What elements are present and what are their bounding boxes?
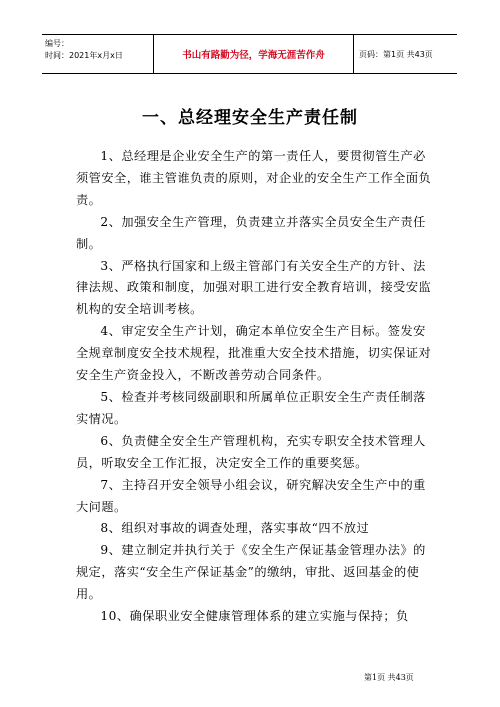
paragraph: 8、组织对事故的调查处理，落实事故“四不放过 xyxy=(100,521,370,536)
paragraph: 5、检查并考核同级副职和所属单位正职安全生产责任制落实情况。 xyxy=(76,389,426,426)
page-header xyxy=(42,34,457,74)
paragraph: 3、严格执行国家和上级主管部门有关安全生产的方针、法律法规、政策和制度，加强对职工进行安全教育培训，接受安监机构的安全培训考核。 xyxy=(76,258,432,317)
document-body xyxy=(76,146,432,628)
header-motto: 书山有路勤为径，学海无涯苦作舟 xyxy=(154,35,354,73)
paragraph: 1、总经理是企业安全生产的第一责任人，要贯彻管生产必须管安全，谁主管谁负责的原则，对企业的安全生产工作全面负责。 xyxy=(76,149,432,207)
paragraph: 6、负责健全安全生产管理机构，充实专职安全技术管理人员，听取安全工作汇报，决定安全工作的重要奖惩。 xyxy=(76,433,426,470)
paragraph: 2、加强安全生产管理，负责建立并落实全员安全生产责任制。 xyxy=(76,214,426,251)
paragraph: 7、主持召开安全领导小组会议，研究解决安全生产中的重大问题。 xyxy=(76,477,426,514)
page-footer: 第1页 共43页 xyxy=(364,673,414,682)
date-label: 时间：2021年x月x日 xyxy=(45,51,123,60)
paragraph: 4、审定安全生产计划，确定本单位安全生产目标。签发安全规章制度安全技术规程，批准重大安全技术措施，切实保证对安全生产资金投入，不断改善劳动合同条件。 xyxy=(76,324,432,383)
paragraph: 9、建立制定并执行关于《安全生产保证基金管理办法》的规定，落实“安全生产保证基金”的缴纳，审批、返回基金的使用。 xyxy=(76,543,426,602)
number-label: 编号： xyxy=(45,39,69,48)
paragraph: 10、确保职业安全健康管理体系的建立实施与保持；负 xyxy=(100,609,409,624)
header-meta xyxy=(42,35,154,73)
header-page-info: 页码：第1页 共43页 xyxy=(359,49,433,59)
page-title: 一、总经理安全生产责任制 xyxy=(142,108,358,128)
